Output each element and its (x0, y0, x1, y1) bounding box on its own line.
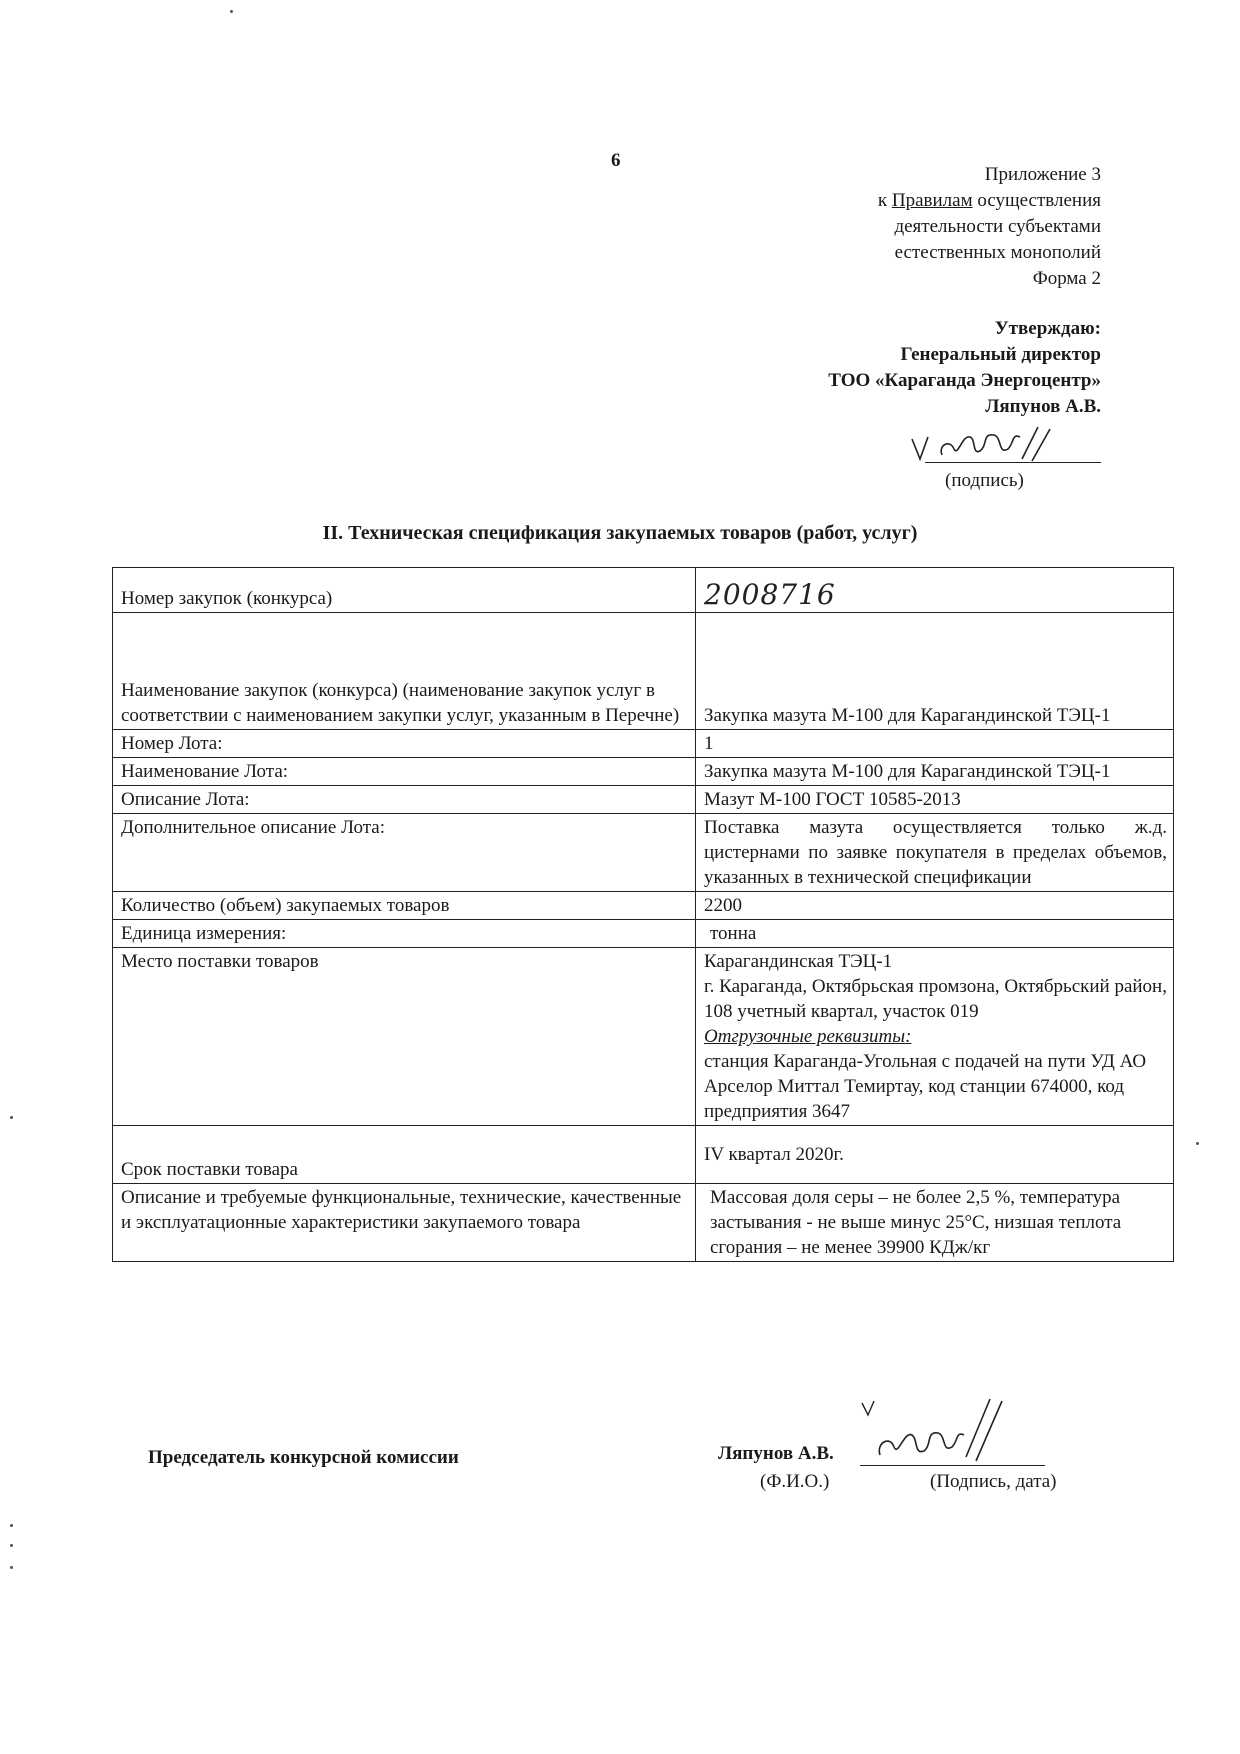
table-row (113, 613, 1174, 730)
chairman-label: Председатель конкурсной комиссии (148, 1447, 459, 1468)
page-number: 6 (611, 150, 621, 171)
scan-artifact (10, 1544, 13, 1547)
table-row (113, 1126, 1174, 1184)
scan-artifact (1196, 1142, 1199, 1145)
row-label: Номер закупок (конкурса) (113, 568, 696, 613)
row-value: 1 (696, 730, 1174, 758)
delivery-address: г. Караганда, Октябрьская промзона, Октябрьский район, 108 учетный квартал, участок 019 (704, 976, 1167, 1022)
table-row (113, 730, 1174, 758)
row-label: Наименование Лота: (113, 758, 696, 786)
shipping-details: станция Караганда-Угольная с подачей на пути УД АО Арселор Миттал Темиртау, код станции 674000, код предприятия 3647 (704, 1051, 1147, 1122)
director-signature (910, 425, 1100, 465)
row-value: Закупка мазута М-100 для Карагандинской ТЭЦ-1 (696, 613, 1174, 730)
scan-artifact (230, 10, 233, 13)
appendix-line-2 (878, 188, 1101, 214)
signature-date-caption: (Подпись, дата) (930, 1471, 1057, 1492)
name-caption: (Ф.И.О.) (760, 1471, 830, 1492)
chairman-name: Ляпунов А.В. (718, 1443, 834, 1464)
document-title: II. Техническая спецификация закупаемых товаров (работ, услуг) (322, 522, 918, 544)
row-value: тонна (696, 920, 1174, 948)
appendix-suffix: осуществления (972, 190, 1101, 211)
row-label: Наименование закупок (конкурса) (наименование закупок услуг в соответствии с наименованием закупки услуг, указанным в Перечне) (113, 613, 696, 730)
row-label: Дополнительное описание Лота: (113, 814, 696, 892)
row-value: 2200 (696, 892, 1174, 920)
row-label: Единица измерения: (113, 920, 696, 948)
row-label: Срок поставки товара (113, 1126, 696, 1184)
table-row (113, 948, 1174, 1126)
row-label: Описание Лота: (113, 786, 696, 814)
appendix-line-3: деятельности субъектами (894, 216, 1101, 237)
signature-caption: (подпись) (945, 470, 1024, 491)
delivery-place (696, 948, 1174, 1126)
table-row (113, 920, 1174, 948)
appendix-form: Форма 2 (1032, 268, 1101, 289)
row-label: Номер Лота: (113, 730, 696, 758)
row-label: Количество (объем) закупаемых товаров (113, 892, 696, 920)
appendix-prefix: к (877, 190, 892, 211)
table-row (113, 814, 1174, 892)
rules-link[interactable]: Правилам (891, 190, 973, 211)
procurement-number (696, 568, 1174, 613)
scan-artifact (10, 1524, 13, 1527)
appendix-line-1: Приложение 3 (984, 164, 1101, 185)
row-value: Мазут М-100 ГОСТ 10585-2013 (696, 786, 1174, 814)
row-value: Поставка мазута осуществляется только ж.д. цистернами по заявке покупателя в пределах объемов, указанных в технической спецификации (696, 814, 1174, 892)
table-row (113, 786, 1174, 814)
signature-line (925, 462, 1101, 463)
row-value: Закупка мазута М-100 для Карагандинской ТЭЦ-1 (696, 758, 1174, 786)
appendix-line-4: естественных монополий (894, 242, 1101, 263)
approval-position: Генеральный директор (900, 344, 1101, 365)
scan-artifact (10, 1566, 13, 1569)
table-row (113, 568, 1174, 613)
row-value: IV квартал 2020г. (696, 1126, 1174, 1184)
shipping-details-heading: Отгрузочные реквизиты: (704, 1026, 912, 1047)
specification-table (112, 567, 1174, 1262)
approval-name: Ляпунов А.В. (985, 396, 1101, 417)
handwritten-number: 2008716 (704, 578, 836, 611)
scan-artifact (10, 1116, 13, 1119)
table-row (113, 892, 1174, 920)
table-row (113, 758, 1174, 786)
row-label: Описание и требуемые функциональные, технические, качественные и эксплуатационные характеристики закупаемого товара (113, 1184, 696, 1262)
table-row (113, 1184, 1174, 1262)
signature-line (860, 1465, 1045, 1466)
row-value: Массовая доля серы – не более 2,5 %, температура застывания - не выше минус 25°С, низшая теплота сгорания – не менее 39900 КДж/кг (696, 1184, 1174, 1262)
approval-heading: Утверждаю: (994, 318, 1101, 339)
appendix-note (878, 162, 1101, 292)
delivery-station: Карагандинская ТЭЦ-1 (704, 951, 893, 972)
chairman-signature (860, 1395, 1030, 1465)
approval-company: ТОО «Караганда Энергоцентр» (828, 370, 1101, 391)
approval-block (828, 316, 1101, 420)
row-label: Место поставки товаров (113, 948, 696, 1126)
